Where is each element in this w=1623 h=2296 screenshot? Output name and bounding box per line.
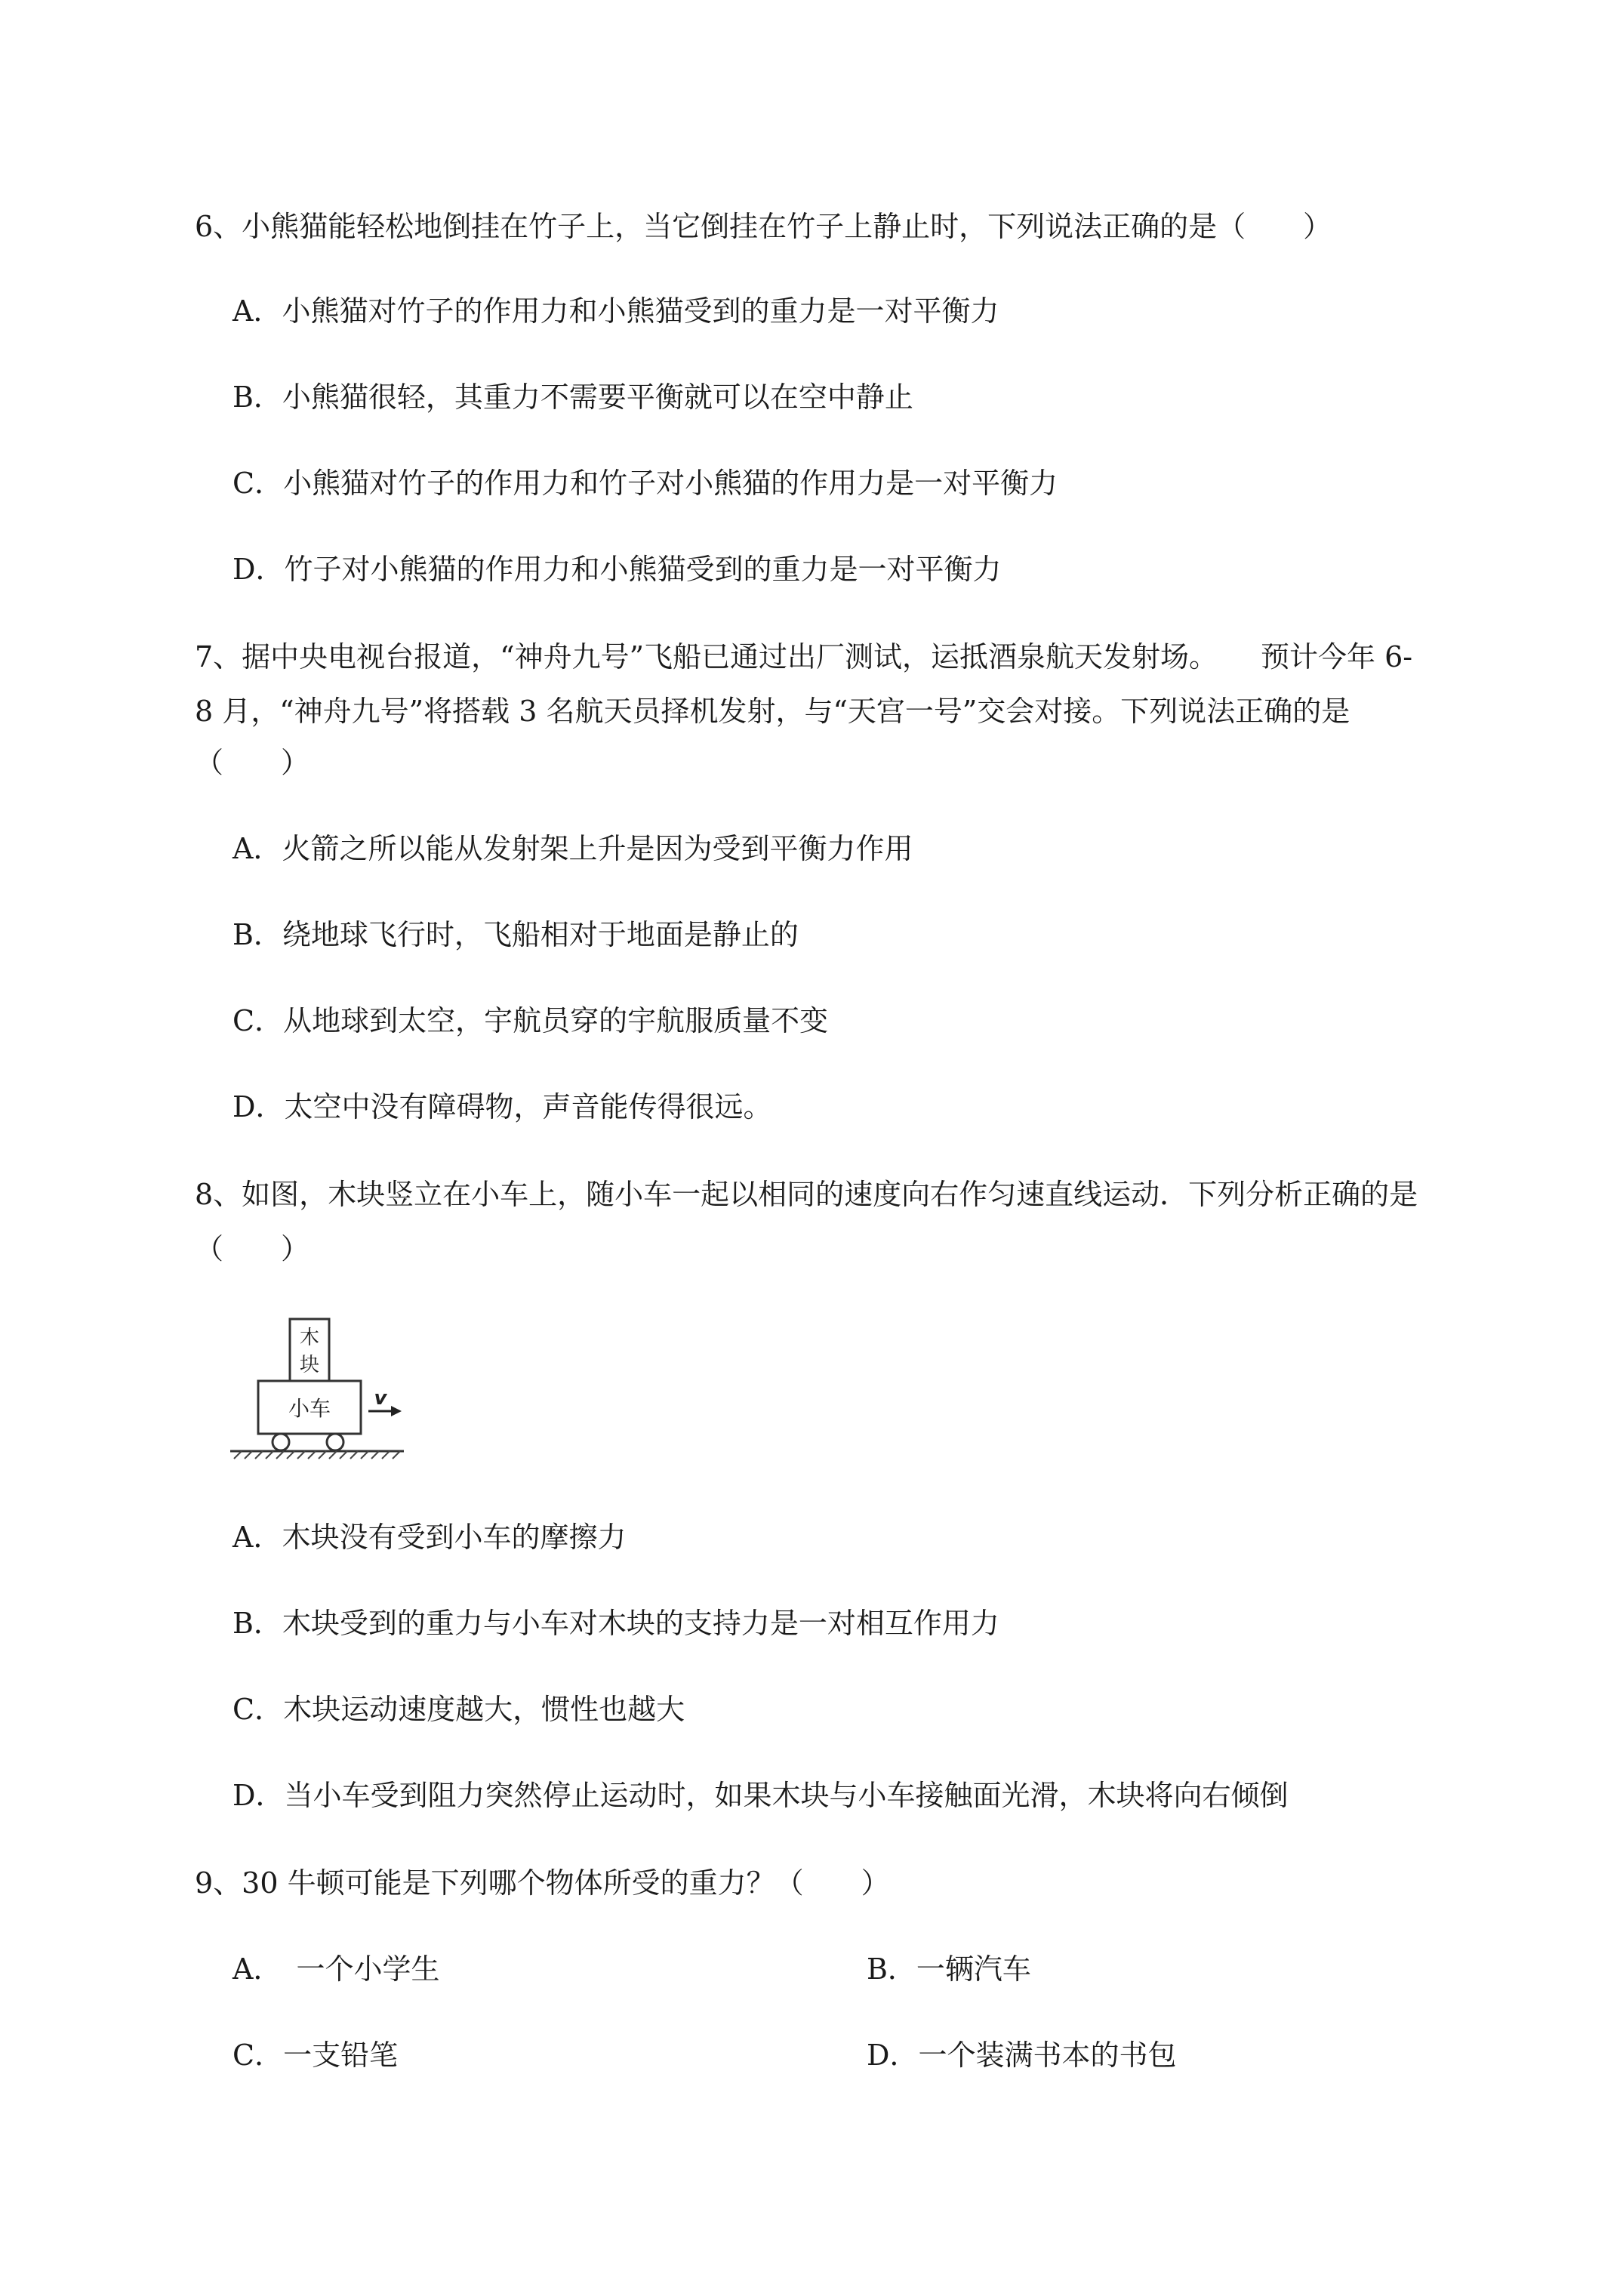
question-9-option-a: A． 一个小学生 xyxy=(233,1952,440,1986)
question-9-stem: 9、30 牛顿可能是下列哪个物体所受的重力？（ ） xyxy=(195,1866,890,1900)
question-7-stem-line-2: 8 月，“神舟九号”将搭载 3 名航天员择机发射，与“天宫一号”交会对接。下列说法正确的是 xyxy=(195,695,1350,728)
question-8-option-d: D．当小车受到阻力突然停止运动时，如果木块与小车接触面光滑，木块将向右倾倒 xyxy=(233,1779,1289,1812)
question-6-stem: 6、小熊猫能轻松地倒挂在竹子上，当它倒挂在竹子上静止时，下列说法正确的是（ ） xyxy=(195,210,1332,243)
question-6-option-d: D．竹子对小熊猫的作用力和小熊猫受到的重力是一对平衡力 xyxy=(233,553,1002,586)
question-7-option-b: B．绕地球飞行时，飞船相对于地面是静止的 xyxy=(233,918,799,951)
question-6-option-b: B．小熊猫很轻，其重力不需要平衡就可以在空中静止 xyxy=(233,381,913,414)
wood-block-label-top: 木 xyxy=(299,1327,320,1349)
cart-block-figure xyxy=(226,1318,423,1476)
velocity-arrow-icon xyxy=(391,1406,402,1416)
question-8-stem-line-2: （ ） xyxy=(195,1232,310,1265)
question-6-option-c: C．小熊猫对竹子的作用力和竹子对小熊猫的作用力是一对平衡力 xyxy=(233,467,1058,500)
velocity-label: v xyxy=(374,1387,387,1410)
cart-wheel-left xyxy=(273,1434,289,1450)
cart-label: 小车 xyxy=(288,1396,331,1421)
question-7-option-a: A．火箭之所以能从发射架上升是因为受到平衡力作用 xyxy=(233,832,913,865)
question-7-option-d: D．太空中没有障碍物，声音能传得很远。 xyxy=(233,1090,772,1123)
question-7-option-c: C．从地球到太空，宇航员穿的宇航服质量不变 xyxy=(233,1004,829,1037)
question-8-option-b: B．木块受到的重力与小车对木块的支持力是一对相互作用力 xyxy=(233,1607,999,1640)
question-8-stem-line-1: 8、如图，木块竖立在小车上，随小车一起以相同的速度向右作匀速直线运动．下列分析正确的是 xyxy=(195,1178,1418,1211)
wood-block-label-bottom: 块 xyxy=(299,1354,320,1376)
cart-wheel-right xyxy=(327,1434,343,1450)
question-9-option-d: D．一个装满书本的书包 xyxy=(867,2039,1177,2072)
question-9-option-b: B．一辆汽车 xyxy=(867,1952,1031,1986)
question-9-option-c: C．一支铅笔 xyxy=(233,2039,399,2072)
question-8-option-c: C．木块运动速度越大，惯性也越大 xyxy=(233,1693,685,1726)
question-7-stem-line-3: （ ） xyxy=(195,746,310,779)
question-7-stem-line-1: 7、据中央电视台报道，“神舟九号”飞船已通过出厂测试，运抵酒泉航天发射场。 预计今年 6- xyxy=(195,640,1413,673)
question-8-option-a: A．木块没有受到小车的摩擦力 xyxy=(233,1521,627,1554)
question-6-option-a: A．小熊猫对竹子的作用力和小熊猫受到的重力是一对平衡力 xyxy=(233,294,999,328)
cart-block-diagram xyxy=(226,1318,423,1476)
